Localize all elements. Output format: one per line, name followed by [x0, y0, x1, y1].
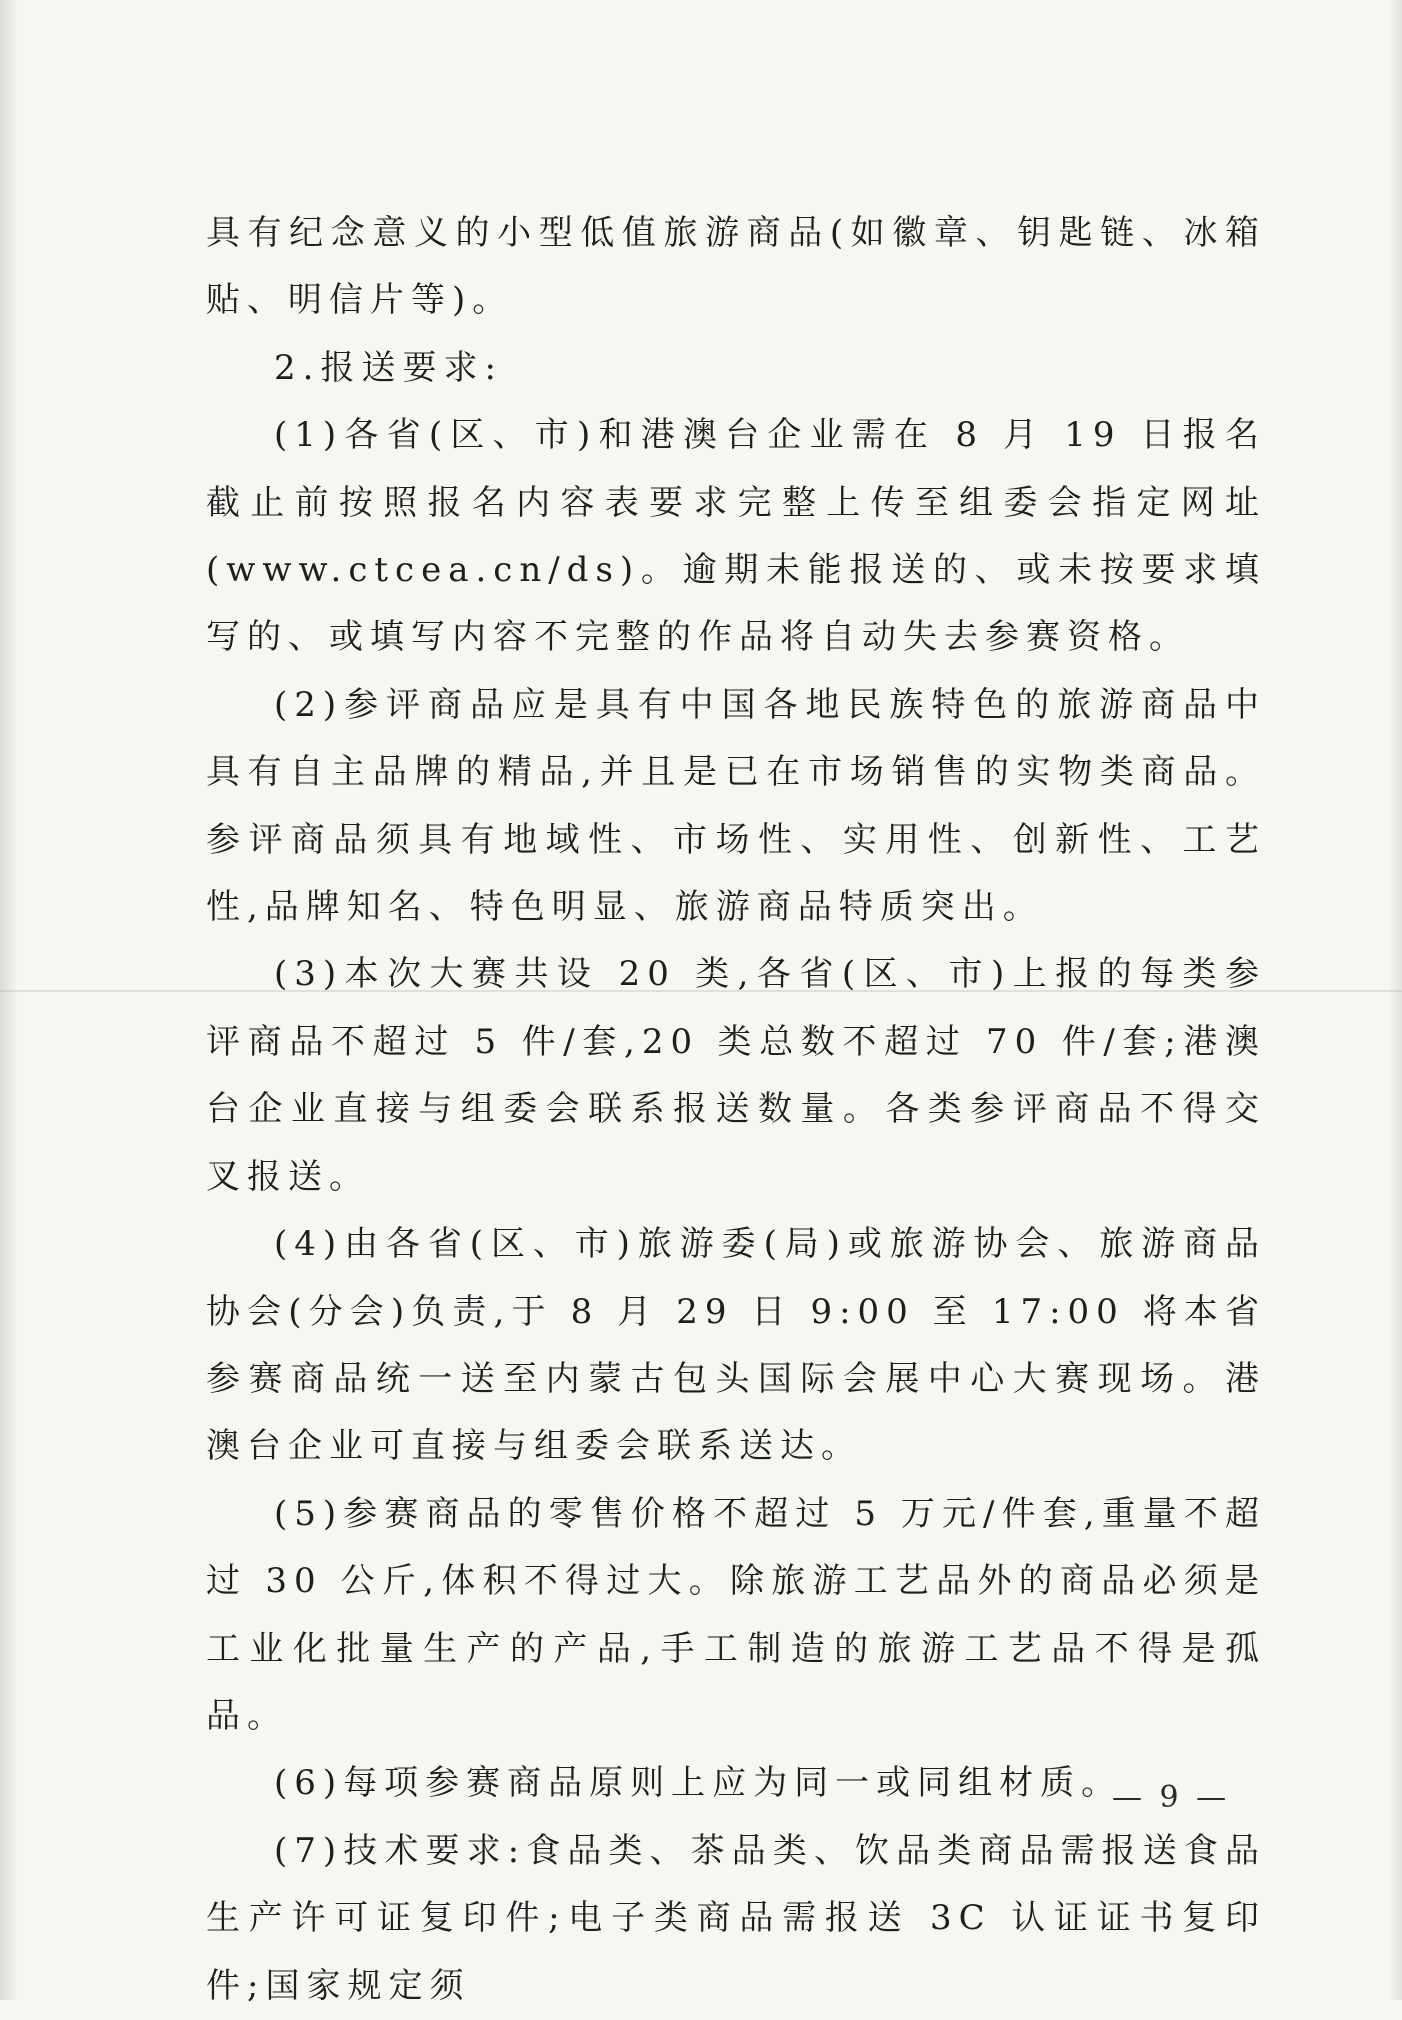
page-number: — 9 —: [1112, 1780, 1231, 1815]
paragraph-8: (6)每项参赛商品原则上应为同一或同组材质。: [274, 1763, 1123, 1804]
paragraph-6: (4)由各省(区、市)旅游委(局)或旅游协会、旅游商品协会(分会)负责,于 8 月 29 日 9:00 至 17:00 将本省参赛商品统一送至内蒙古包头国际会展中心大赛现场。港澳台企业可直接与组委会联系送达。: [206, 1224, 1266, 1467]
paragraph-7: (5)参赛商品的零售价格不超过 5 万元/件套,重量不超过 30 公斤,体积不得过大。除旅游工艺品外的商品必须是工业化批量生产的产品,手工制造的旅游工艺品不得是孤品。: [206, 1493, 1266, 1736]
paragraph-4: (2)参评商品应是具有中国各地民族特色的旅游商品中具有自主品牌的精品,并且是已在市场销售的实物类商品。参评商品须具有地域性、市场性、实用性、创新性、工艺性,品牌知名、特色明显、旅游商品特质突出。: [206, 684, 1266, 928]
paragraph-9: (7)技术要求:食品类、茶品类、饮品类商品需报送食品生产许可证复印件;电子类商品需报送 3C 认证证书复印件;国家规定须: [206, 1830, 1266, 2006]
paragraph-3: (1)各省(区、市)和港澳台企业需在 8 月 19 日报名截止前按照报名内容表要求完整上传至组委会指定网址(www.ctcea.cn/ds)。逾期未能报送的、或未按要求填写的、或填写内容不完整的作品将自动失去参赛资格。: [206, 415, 1266, 658]
paragraph-1: 具有纪念意义的小型低值旅游商品(如徽章、钥匙链、冰箱贴、明信片等)。: [206, 213, 1266, 321]
paragraph-5: (3)本次大赛共设 20 类,各省(区、市)上报的每类参评商品不超过 5 件/套,20 类总数不超过 70 件/套;港澳台企业直接与组委会联系报送数量。各类参评商品不得交叉报送。: [206, 954, 1266, 1197]
paragraph-2: 2.报送要求:: [274, 347, 503, 388]
document-body: [206, 200, 1266, 2020]
scan-edge-shadow-right: [1388, 0, 1402, 2000]
scan-edge-shadow-left: [0, 0, 18, 2000]
